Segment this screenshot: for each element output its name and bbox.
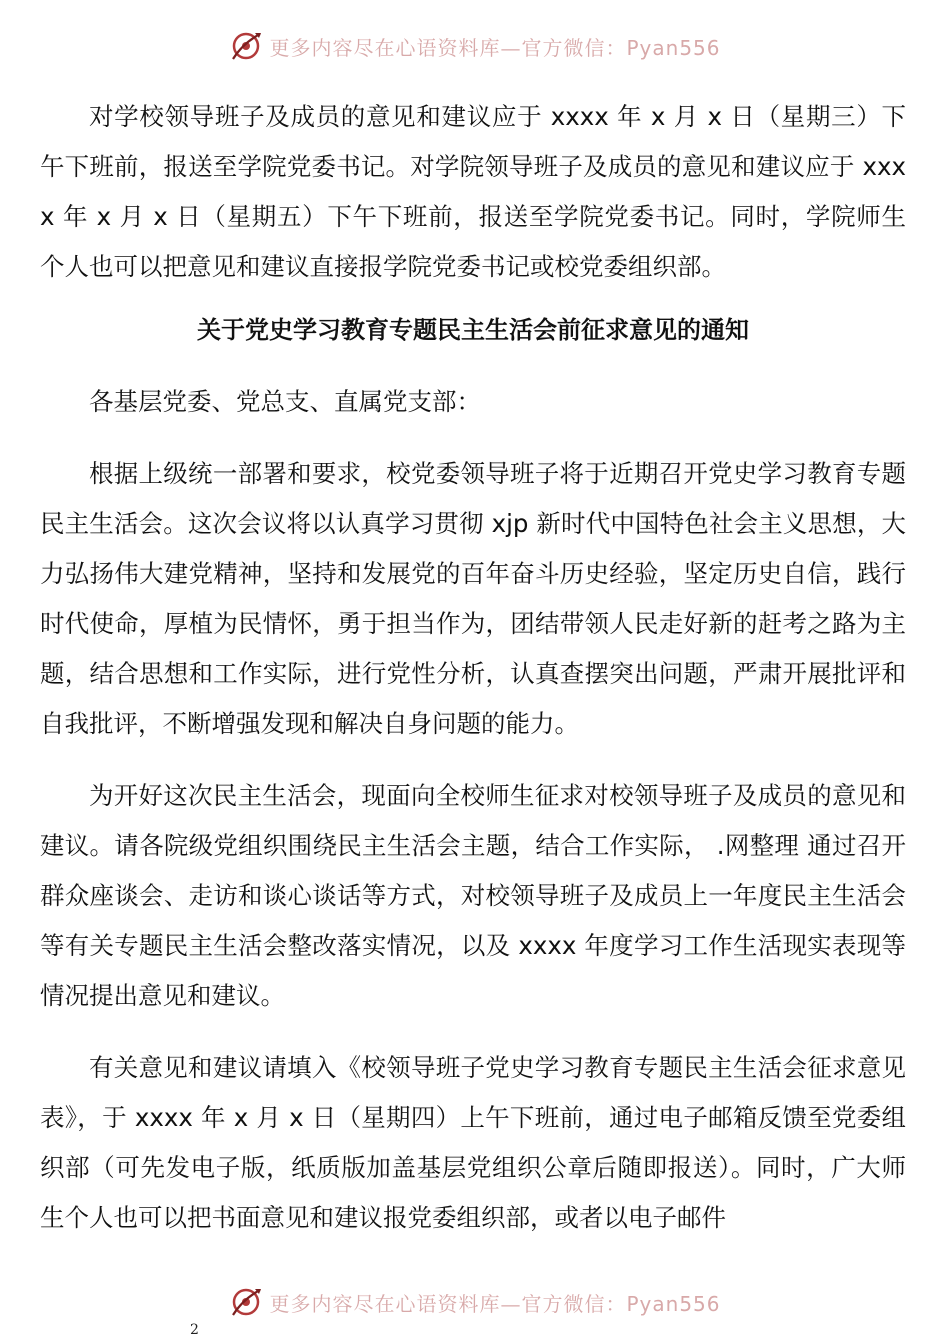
footer-banner [0, 1282, 950, 1322]
header-banner-text: 更多内容尽在心语资料库—官方微信：Pyan556 [269, 35, 721, 60]
paragraph-1: 根据上级统一部署和要求，校党委领导班子将于近期召开党史学习教育专题民主生活会。这次会议将以认真学习贯彻 xjp 新时代中国特色社会主义思想，大力弘扬伟大建党精神，坚持和发展党的百年奋斗历史经验，坚定历史自信，践行时代使命，厚植为民情怀，勇于担当作为，团结带领人民走好新的赶考之路为主题，结合思想和工作实际，进行党性分析，认真查摆突出问题，严肃开展批评和自我批评，不断增强发现和解决自身问题的能力。 [40, 459, 906, 738]
notice-title: 关于党史学习教育专题民主生活会前征求意见的通知 [197, 316, 749, 344]
paragraph-2: 为开好这次民主生活会，现面向全校师生征求对校领导班子及成员的意见和建议。请各院级党组织围绕民主生活会主题，结合工作实际， .网整理 通过召开群众座谈会、走访和谈心谈话等方式，对校领导班子及成员上一年度民主生活会等有关专题民主生活会整改落实情况，以及 xxxx 年度学习工作生活现实表现等情况提出意见和建议。 [40, 781, 906, 1010]
header-wechat-id: Pyan556 [626, 35, 721, 60]
salutation: 各基层党委、党总支、直属党支部： [89, 387, 481, 416]
logo-icon [229, 1285, 263, 1319]
footer-wechat-id: Pyan556 [626, 1291, 721, 1316]
paragraph-3: 有关意见和建议请填入《校领导班子党史学习教育专题民主生活会征求意见表》，于 xxxx 年 x 月 x 日（星期四）上午下班前，通过电子邮箱反馈至党委组织部（可先发电子版，纸质版加盖基层党组织公章后随即报送）。同时，广大师生个人也可以把书面意见和建议报党委组织部，或者以电子邮件 [40, 1053, 906, 1232]
page-number: 2 [190, 1322, 199, 1338]
paragraph-intro: 对学校领导班子及成员的意见和建议应于 xxxx 年 x 月 x 日（星期三）下午下班前，报送至学院党委书记。对学院领导班子及成员的意见和建议应于 xxxx 年 x 月 x 日（星期五）下午下班前，报送至学院党委书记。同时，学院师生个人也可以把意见和建议直接报学院党委书记或校党委组织部。 [40, 102, 906, 281]
header-banner [0, 26, 950, 66]
footer-banner-text: 更多内容尽在心语资料库—官方微信：Pyan556 [269, 1291, 721, 1316]
logo-icon [229, 29, 263, 63]
document-body [40, 92, 906, 1243]
